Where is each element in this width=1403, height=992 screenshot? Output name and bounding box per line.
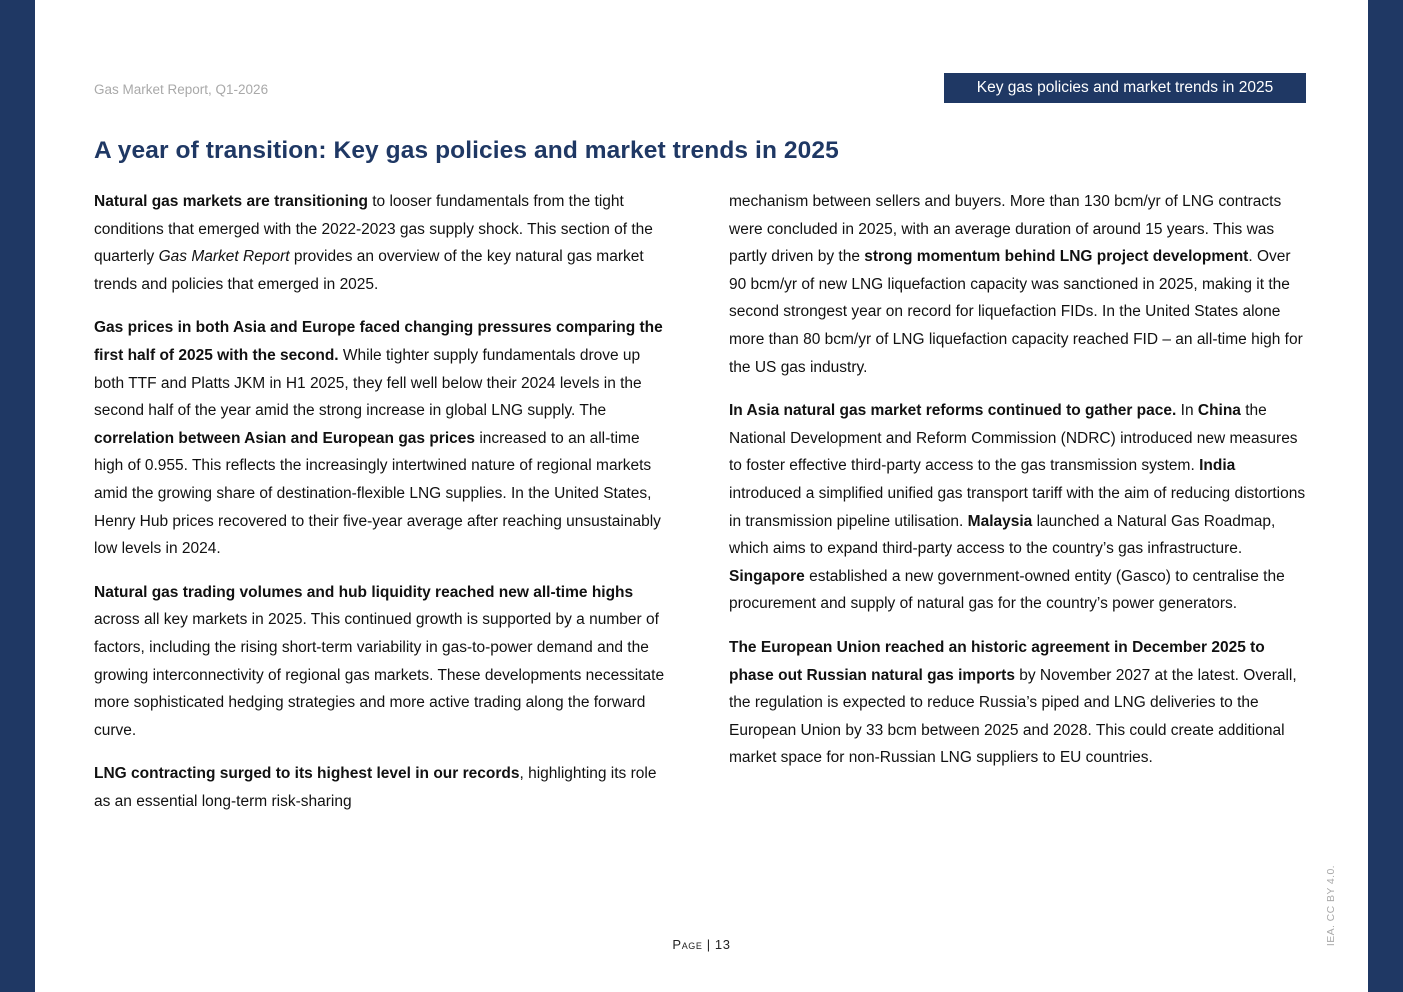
license-note: IEA. CC BY 4.0. <box>1325 864 1337 946</box>
text-run: strong momentum behind LNG project development <box>864 248 1249 266</box>
text-run: Gas prices in both Asia and Europe faced changing pressures comparing the first half of 2025 with the second. <box>94 319 663 364</box>
text-run: While tighter supply fundamentals drove up both TTF and Platts JKM in H1 2025, they fell well below their 2024 levels in the second half of the year amid the strong increase in global LNG supply. The <box>94 346 642 420</box>
text-run: . Over 90 bcm/yr of new LNG liquefaction capacity was sanctioned in 2025, making it the second strongest year on record for liquefaction FIDs. In the United States alone more than 80 bcm/yr of LNG liquefaction capacity reached FID – an all-time high for the US gas industry. <box>729 248 1303 376</box>
text-run: mechanism between sellers and buyers. More than 130 bcm/yr of LNG contracts were concluded in 2025, with an average duration of around 15 years. This was partly driven by the <box>729 193 1282 266</box>
text-run: correlation between Asian and European gas prices <box>94 429 476 447</box>
paragraph <box>94 314 671 562</box>
page-title: A year of transition: Key gas policies and market trends in 2025 <box>94 137 839 164</box>
paragraph <box>729 634 1306 772</box>
text-run: launched a Natural Gas Roadmap, which aims to expand third-party access to the country’s gas infrastructure. <box>729 512 1276 558</box>
text-run: to looser fundamentals from the tight conditions that emerged with the 2022-2023 gas supply shock. This section of the quarterly <box>94 193 653 266</box>
text-run: the National Development and Reform Commission (NDRC) introduced new measures to foster effective third-party access to the gas transmission system. <box>729 402 1298 475</box>
chapter-banner: Key gas policies and market trends in 2025 <box>944 73 1306 103</box>
right-column <box>729 188 1306 815</box>
page-header <box>94 0 1306 103</box>
text-run: Singapore <box>729 567 805 585</box>
left-border-bar <box>0 0 35 992</box>
paragraph <box>94 760 671 815</box>
text-run: In <box>1176 402 1198 420</box>
text-run: China <box>1197 402 1241 420</box>
body-columns <box>94 188 1306 815</box>
right-border-bar <box>1368 0 1403 992</box>
text-run: Malaysia <box>967 512 1033 530</box>
text-run: , highlighting its role as an essential long-term risk-sharing <box>94 765 657 810</box>
text-run: increased to an all-time high of 0.955. This reflects the increasingly intertwined nature of regional markets amid the growing share of destination-flexible LNG supplies. In the United States, Henry Hub prices recovered to their five-year average after reaching unsustainably low levels in 2024. <box>94 429 661 558</box>
text-run: India <box>1199 457 1236 475</box>
text-run: Gas Market Report <box>158 248 290 266</box>
text-run: Natural gas markets are transitioning <box>94 193 368 210</box>
report-name-label: Gas Market Report, Q1-2026 <box>94 82 269 97</box>
text-run: The European Union reached an historic agreement in December 2025 to phase out Russian natural gas imports <box>729 638 1265 684</box>
paragraph <box>729 188 1306 381</box>
text-run: established a new government-owned entity (Gasco) to centralise the procurement and supply of natural gas for the country’s power generators. <box>729 567 1285 613</box>
text-run: In Asia natural gas market reforms continued to gather pace. <box>729 402 1177 420</box>
page-number: Page | 13 <box>672 937 731 952</box>
paragraph <box>729 397 1306 618</box>
paragraph <box>94 579 671 745</box>
text-run: introduced a simplified unified gas transport tariff with the aim of reducing distortions in transmission pipeline utilisation. <box>729 484 1306 530</box>
text-run: across all key markets in 2025. This continued growth is supported by a number of factors, including the rising short-term variability in gas-to-power demand and the growing interconnectivity of regional gas markets. These developments necessitate more sophisticated hedging strategies and more active trading along the forward curve. <box>94 611 665 739</box>
text-run: Natural gas trading volumes and hub liquidity reached new all-time highs <box>94 583 634 601</box>
left-column <box>94 188 671 815</box>
text-run: by November 2027 at the latest. Overall, the regulation is expected to reduce Russia’s piped and LNG deliveries to the European Union by 33 bcm between 2025 and 2028. This could create additional market space for non-Russian LNG suppliers to EU countries. <box>729 666 1297 767</box>
text-run: provides an overview of the key natural gas market trends and policies that emerged in 2025. <box>94 248 644 293</box>
paragraph <box>94 188 671 298</box>
document-page <box>94 0 1306 992</box>
text-run: LNG contracting surged to its highest level in our records <box>94 765 520 783</box>
